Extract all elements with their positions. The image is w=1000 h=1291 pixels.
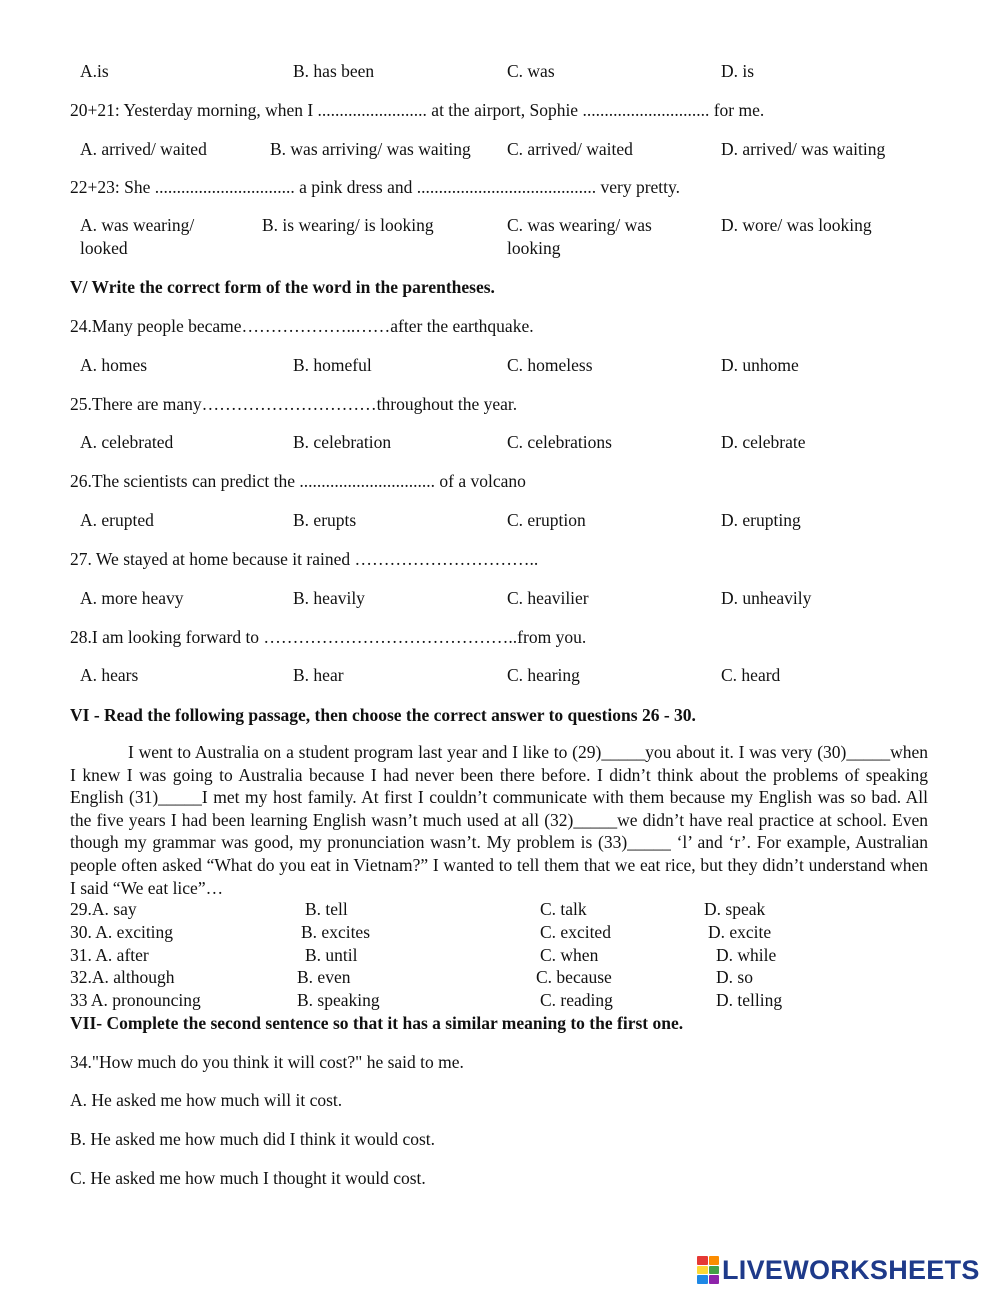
q33-option-b: B. speaking [297,990,380,1010]
q24-option-d: D. unhome [721,355,799,375]
q28-question: 28.I am looking forward to ……………………………………..from you. [70,627,587,647]
q34-option-a: A. He asked me how much will it cost. [70,1090,343,1110]
q32-option-d: D. so [716,967,753,987]
q31-option-c: C. when [540,945,599,965]
q19-option-a: A.is [80,61,109,81]
q34-option-b: B. He asked me how much did I think it would cost. [70,1129,436,1149]
reading-passage [70,741,928,899]
q19-option-b: B. has been [293,61,375,81]
q31-option-a: 31. A. after [70,945,149,965]
q25-option-d: D. celebrate [721,432,806,452]
q20-option-d: D. arrived/ was waiting [721,139,886,159]
q19-option-c: C. was [507,61,555,81]
q24-option-a: A. homes [80,355,148,375]
q25-option-b: B. celebration [293,432,392,452]
section-7-heading: VII- Complete the second sentence so that it has a similar meaning to the first one. [70,1013,684,1033]
q28-option-d: C. heard [721,665,781,685]
section-5-heading: V/ Write the correct form of the word in the parentheses. [70,277,495,297]
liveworksheets-logo-icon [697,1256,719,1284]
q28-option-b: B. hear [293,665,344,685]
q24-question: 24.Many people became………………..……after the earthquake. [70,316,534,336]
q25-option-c: C. celebrations [507,432,612,452]
q22-option-a-line1: A. was wearing/ [80,215,195,235]
q27-option-b: B. heavily [293,588,365,608]
q26-option-d: D. erupting [721,510,801,530]
q26-option-b: B. erupts [293,510,357,530]
q25-question: 25.There are many…………………………throughout the year. [70,394,518,414]
q32-option-c: C. because [536,967,612,987]
q29-option-c: C. talk [540,899,587,919]
q31-option-d: D. while [716,945,777,965]
q19-option-d: D. is [721,61,755,81]
q20-option-b: B. was arriving/ was waiting [270,139,471,159]
q20-question: 20+21: Yesterday morning, when I ......................... at the airport, Sophie ............................. for me. [70,100,765,120]
q26-option-a: A. erupted [80,510,154,530]
q27-option-a: A. more heavy [80,588,184,608]
q24-option-c: C. homeless [507,355,593,375]
q27-question: 27. We stayed at home because it rained ………………………….. [70,549,539,569]
q29-option-a: 29.A. say [70,899,137,919]
q22-question: 22+23: She ................................ a pink dress and ......................................... very pretty. [70,177,680,197]
q30-option-a: 30. A. exciting [70,922,174,942]
q22-option-c-line2: looking [507,238,561,258]
q22-option-d: D. wore/ was looking [721,215,872,235]
section-6-heading: VI - Read the following passage, then choose the correct answer to questions 26 - 30. [70,705,696,725]
q26-question: 26.The scientists can predict the ............................... of a volcano [70,471,526,491]
q26-option-c: C. eruption [507,510,586,530]
q29-option-d: D. speak [704,899,766,919]
q25-option-a: A. celebrated [80,432,174,452]
liveworksheets-logo-text: LIVEWORKSHEETS [722,1255,980,1285]
liveworksheets-logo [697,1255,980,1285]
q24-option-b: B. homeful [293,355,372,375]
q33-option-c: C. reading [540,990,613,1010]
q20-option-c: C. arrived/ waited [507,139,633,159]
q34-question: 34."How much do you think it will cost?" he said to me. [70,1052,464,1072]
q28-option-c: C. hearing [507,665,580,685]
q30-option-c: C. excited [540,922,611,942]
passage-text: I went to Australia on a student program last year and I like to (29)_____you about it. I was very (30)_____when I knew I was going to Australia because I had never been there before. I didn’t think about the problems of speaking English (31)_____I met my host family. At first I couldn’t communicate with them because my English was so bad. All the five years I had been learning English wasn’t much used at all (32)_____we didn’t have real practice at school. Even though my grammar was good, my pronunciation wasn’t. My problem is (33)_____ ‘l’ and ‘r’. For example, Australian people often asked “What do you eat in Vietnam?” I wanted to tell them that we eat rice, but they didn’t understand when I said “We eat lice”… [70,742,928,898]
q33-option-a: 33 A. pronouncing [70,990,201,1010]
q30-option-b: B. excites [301,922,371,942]
q30-option-d: D. excite [708,922,772,942]
q22-option-c-line1: C. was wearing/ was [507,215,652,235]
q22-option-b: B. is wearing/ is looking [262,215,434,235]
q34-option-c: C. He asked me how much I thought it would cost. [70,1168,426,1188]
q33-option-d: D. telling [716,990,783,1010]
q29-option-b: B. tell [305,899,348,919]
q27-option-c: C. heavilier [507,588,589,608]
q20-option-a: A. arrived/ waited [80,139,207,159]
q28-option-a: A. hears [80,665,139,685]
q31-option-b: B. until [305,945,358,965]
q27-option-d: D. unheavily [721,588,812,608]
q32-option-a: 32.A. although [70,967,175,987]
q32-option-b: B. even [297,967,351,987]
q22-option-a-line2: looked [80,238,128,258]
